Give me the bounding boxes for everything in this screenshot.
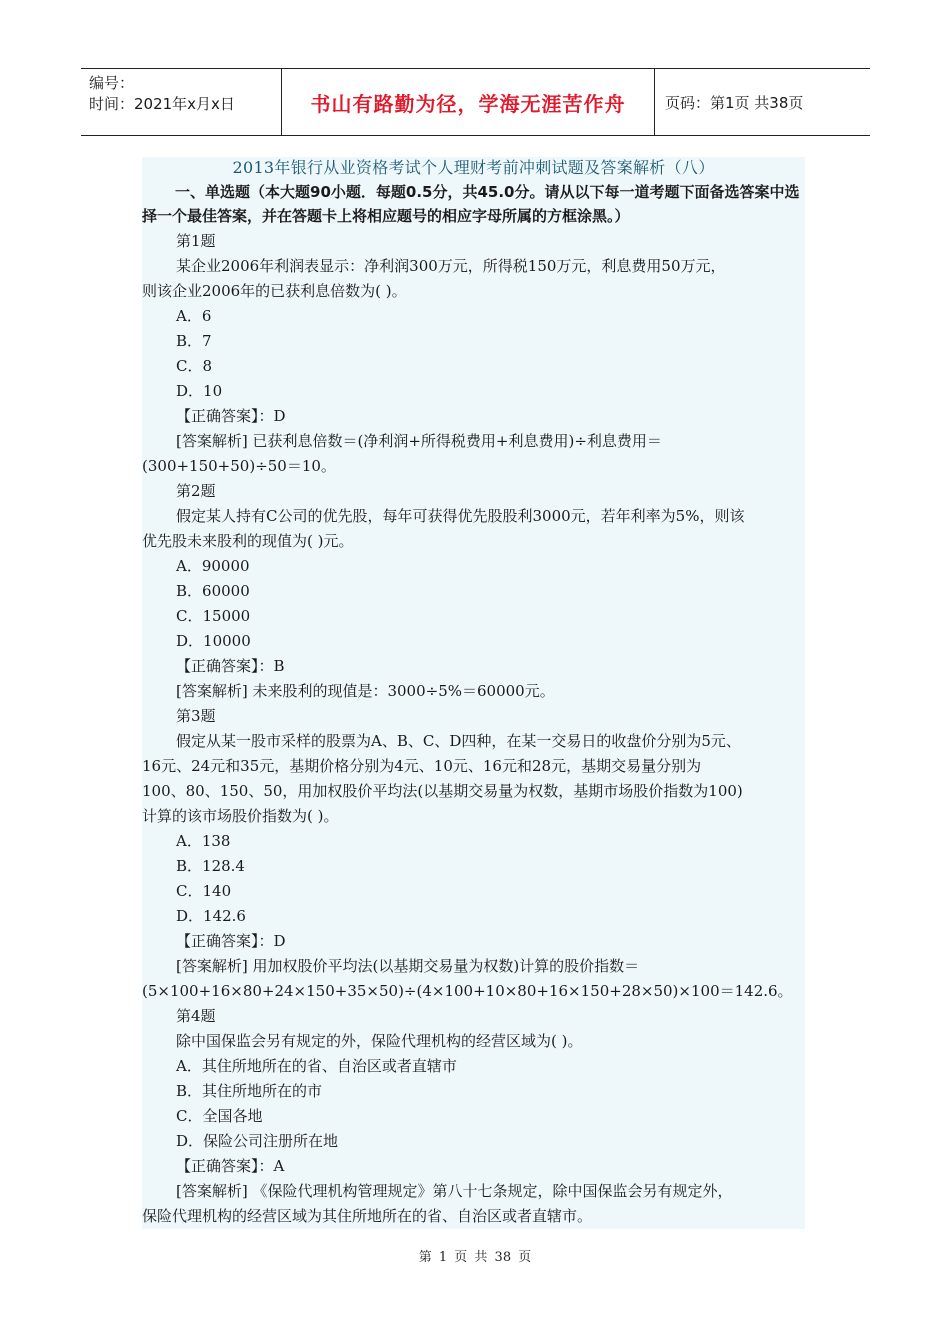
document-title: 2013年银行从业资格考试个人理财考前冲刺试题及答案解析（八） bbox=[232, 158, 715, 177]
text-line: 优先股未来股利的现值为( )元。 bbox=[142, 532, 354, 550]
text-line: 16元、24元和35元，基期价格分别为4元、10元、16元和28元，基期交易量分别为 bbox=[142, 757, 702, 775]
text-line: 保险代理机构的经营区域为其住所地所在的省、自治区或者直辖市。 bbox=[142, 1207, 593, 1225]
text-line: 【正确答案】：B bbox=[176, 657, 285, 675]
page-header bbox=[81, 68, 870, 136]
text-line: B．60000 bbox=[176, 582, 250, 600]
document-body bbox=[142, 157, 805, 1229]
text-line: D．142.6 bbox=[176, 907, 246, 925]
text-line: 除中国保监会另有规定的外，保险代理机构的经营区域为( )。 bbox=[176, 1032, 583, 1050]
page-footer: 第 1 页 共 38 页 bbox=[418, 1250, 532, 1265]
text-line: C．8 bbox=[176, 357, 213, 375]
text-line: 假定某人持有C公司的优先股，每年可获得优先股股利3000元，若年利率为5%，则该 bbox=[176, 507, 745, 525]
text-line: A．其住所地所在的省、自治区或者直辖市 bbox=[176, 1057, 457, 1075]
text-line: D．10000 bbox=[176, 632, 251, 650]
header-motto: 书山有路勤为径，学海无涯苦作舟 bbox=[282, 69, 655, 135]
text-line: 某企业2006年利润表显示：净利润300万元，所得税150万元，利息费用50万元， bbox=[176, 257, 726, 275]
text-line: [答案解析] 《保险代理机构管理规定》第八十七条规定，除中国保监会另有规定外， bbox=[176, 1182, 733, 1200]
text-line: [答案解析] 未来股利的现值是：3000÷5%＝60000元。 bbox=[176, 682, 555, 700]
text-line: 第3题 bbox=[176, 707, 216, 725]
text-line: 100、80、150、50，用加权股价平均法(以基期交易量为权数，基期市场股价指数为100) bbox=[142, 782, 743, 800]
text-line: 则该企业2006年的已获利息倍数为( )。 bbox=[142, 282, 407, 300]
text-line: (300+150+50)÷50＝10。 bbox=[142, 457, 336, 475]
text-line: A．6 bbox=[176, 307, 212, 325]
header-date: 时间：2021年x月x日 bbox=[89, 95, 235, 113]
text-line: 【正确答案】：D bbox=[176, 407, 286, 425]
text-line: 第4题 bbox=[176, 1007, 216, 1025]
text-line: [答案解析] 用加权股价平均法(以基期交易量为权数)计算的股价指数＝ bbox=[176, 957, 640, 975]
text-line: A．138 bbox=[176, 832, 231, 850]
text-line: B．128.4 bbox=[176, 857, 245, 875]
section-heading: 一、单选题（本大题90小题．每题0.5分，共45.0分。请从以下每一道考题下面备选答案中选择一个最佳答案，并在答题卡上将相应题号的相应字母所属的方框涂黑。） bbox=[142, 183, 800, 225]
text-line: D．保险公司注册所在地 bbox=[176, 1132, 339, 1150]
header-meta bbox=[81, 69, 282, 135]
text-line: 【正确答案】：A bbox=[176, 1157, 285, 1175]
text-line: 计算的该市场股价指数为( )。 bbox=[142, 807, 339, 825]
text-line: B．7 bbox=[176, 332, 212, 350]
text-line: 第2题 bbox=[176, 482, 216, 500]
text-line: C．140 bbox=[176, 882, 232, 900]
question-lines bbox=[142, 229, 805, 1229]
text-line: D．10 bbox=[176, 382, 223, 400]
text-line: A．90000 bbox=[176, 557, 250, 575]
text-line: 第1题 bbox=[176, 232, 216, 250]
header-number-label: 编号： bbox=[89, 74, 135, 92]
text-line: [答案解析] 已获利息倍数＝(净利润+所得税费用+利息费用)÷利息费用＝ bbox=[176, 432, 662, 450]
text-line: 假定从某一股市采样的股票为A、B、C、D四种，在某一交易日的收盘价分别为5元、 bbox=[176, 732, 741, 750]
text-line: B．其住所地所在的市 bbox=[176, 1082, 323, 1100]
text-line: C．15000 bbox=[176, 607, 251, 625]
text-line: (5×100+16×80+24×150+35×50)÷(4×100+10×80+16×150+28×50)×100＝142.6。 bbox=[142, 982, 793, 1000]
header-page-info: 页码：第1页 共38页 bbox=[665, 93, 804, 112]
text-line: C．全国各地 bbox=[176, 1107, 263, 1125]
text-line: 【正确答案】：D bbox=[176, 932, 286, 950]
